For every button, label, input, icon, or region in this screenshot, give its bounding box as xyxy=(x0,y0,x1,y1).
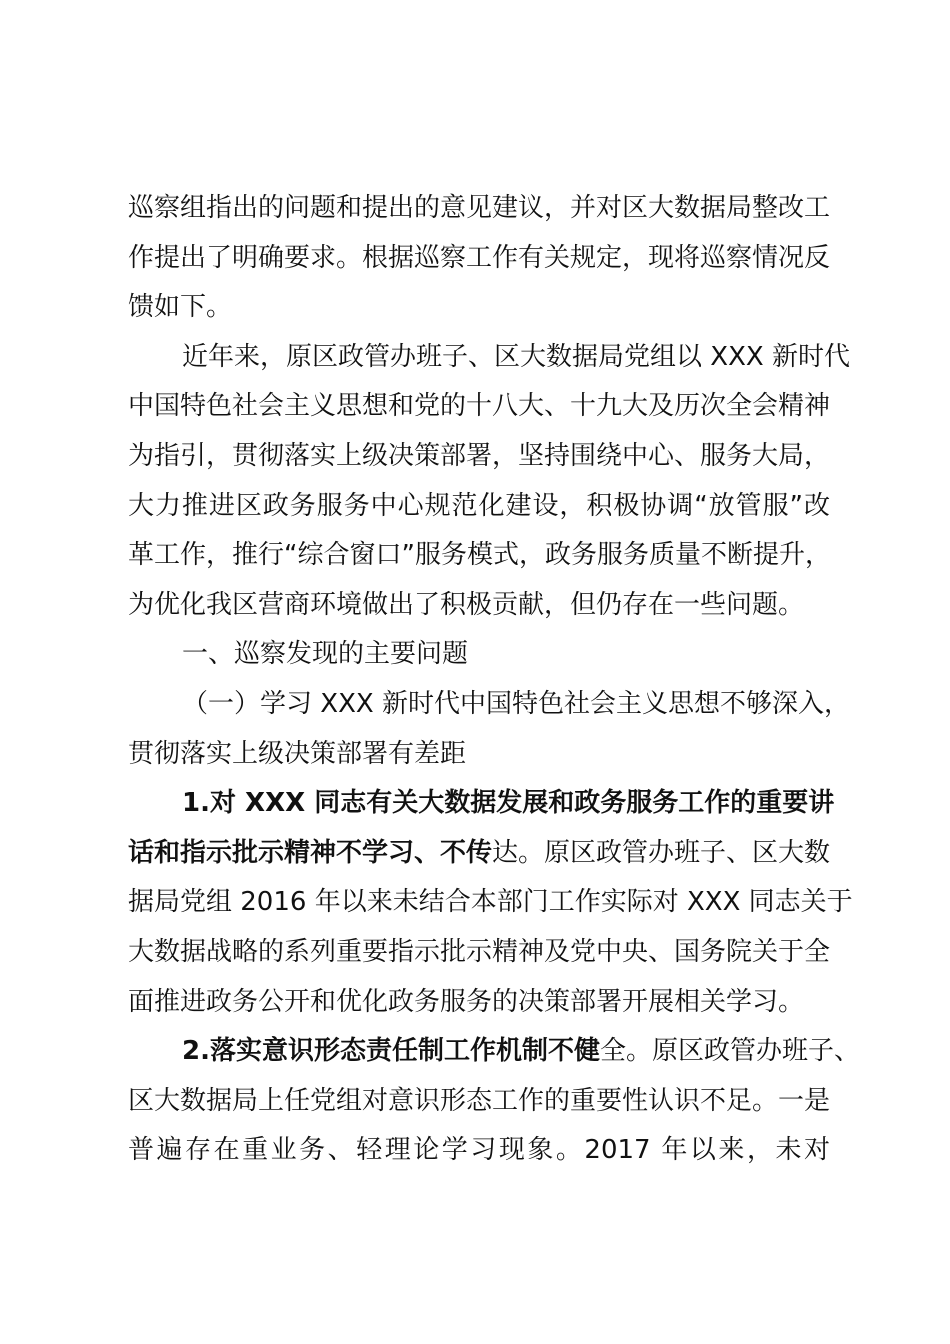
text-line xyxy=(128,535,830,575)
body-text: 面推进政务公开和优化政务服务的决策部署开展相关学习。 xyxy=(128,986,805,1017)
text-line xyxy=(182,634,830,674)
body-text: 为指引，贯彻落实上级决策部署，坚持围绕中心、服务大局， xyxy=(128,441,831,471)
body-text: 区大数据局上任党组对意识形态工作的重要性认识不足。一是 xyxy=(128,1085,831,1116)
body-text: 大数据战略的系列重要指示批示精神及党中央、国务院关于全 xyxy=(128,937,831,967)
text-line xyxy=(128,882,853,922)
bold-heading-text: 话和指示批示精神不学习、不传 xyxy=(128,837,493,868)
body-text: 馈如下。 xyxy=(128,292,233,323)
bold-heading-text: 1.对 XXX 同志有关大数据发展和政务服务工作的重要讲 xyxy=(182,788,835,819)
body-text: 巡察组指出的问题和提出的意见建议，并对区大数据局整改工 xyxy=(128,193,831,223)
text-line xyxy=(128,436,830,476)
text-line xyxy=(182,783,835,823)
text-line xyxy=(128,932,830,972)
text-line xyxy=(128,1081,830,1121)
text-line xyxy=(182,1031,860,1071)
text-line xyxy=(128,585,830,625)
body-text: 为优化我区营商环境做出了积极贡献，但仍存在一些问题。 xyxy=(128,589,805,620)
body-text: 近年来，原区政管办班子、区大数据局党组以 XXX 新时代 xyxy=(182,341,850,372)
body-text: 革工作，推行“综合窗口”服务模式，政务服务质量不断提升， xyxy=(128,540,831,571)
text-line xyxy=(128,734,830,774)
body-text: 作提出了明确要求。根据巡察工作有关规定，现将巡察情况反 xyxy=(128,242,831,273)
text-line xyxy=(128,486,830,526)
text-line xyxy=(182,337,850,377)
body-text: 普遍存在重业务、轻理论学习现象。2017 年以来，未对 xyxy=(128,1135,830,1166)
body-text: 一、巡察发现的主要问题 xyxy=(182,639,469,670)
body-text: 全。原区政管办班子、 xyxy=(599,1036,860,1067)
text-line xyxy=(128,833,830,873)
body-text: 中国特色社会主义思想和党的十八大、十九大及历次全会精神 xyxy=(128,391,831,422)
text-line xyxy=(128,238,830,278)
bold-heading-text: 2.落实意识形态责任制工作机制不健 xyxy=(182,1036,600,1067)
body-text: （一）学习 XXX 新时代中国特色社会主义思想不够深入， xyxy=(182,689,850,719)
text-line xyxy=(128,188,830,228)
body-text: 贯彻落实上级决策部署有差距 xyxy=(128,738,467,769)
text-line xyxy=(128,287,830,327)
body-text: 大力推进区政务服务中心规范化建设，积极协调“放管服”改 xyxy=(128,490,830,521)
text-line xyxy=(128,1130,830,1170)
text-line xyxy=(128,386,830,426)
text-line xyxy=(128,982,830,1022)
body-text: 达。原区政管办班子、区大数 xyxy=(492,837,831,868)
text-line xyxy=(182,684,850,724)
body-text: 据局党组 2016 年以来未结合本部门工作实际对 XXX 同志关于 xyxy=(128,887,853,918)
